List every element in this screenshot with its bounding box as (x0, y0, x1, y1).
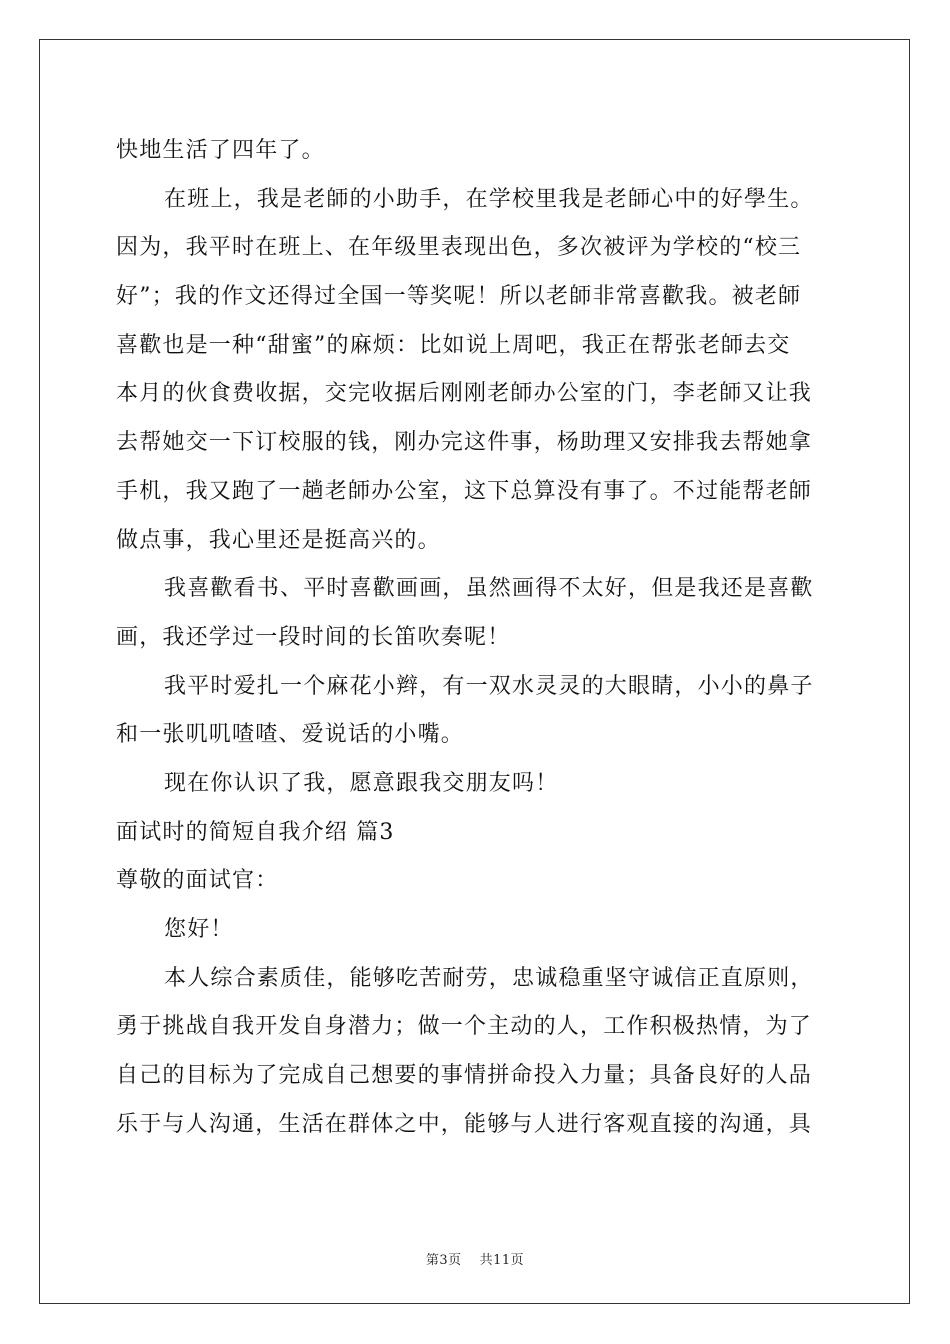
paragraph-line: 手机，我又跑了一趟老師办公室，这下总算没有事了。不过能帮老師 (116, 478, 813, 504)
page-footer (0, 1249, 950, 1268)
paragraph-line: 本人综合素质佳，能够吃苦耐劳，忠诚稳重坚守诚信正直原则， (164, 965, 814, 991)
paragraph-line: 去帮她交一下订校服的钱，刚办完这件事，杨助理又安排我去帮她拿 (116, 430, 813, 456)
page-total: 共11页 (479, 1253, 525, 1268)
paragraph-line: 现在你认识了我，愿意跟我交朋友吗！ (164, 770, 559, 796)
paragraph-line: 本月的伙食费收据，交完收据后刚刚老師办公室的门，李老師又让我 (116, 381, 813, 407)
page-number: 第3页 (425, 1253, 462, 1268)
paragraph-line: 在班上，我是老師的小助手，在学校里我是老師心中的好學生。 (164, 186, 814, 212)
greeting: 您好！ (164, 917, 234, 942)
paragraph-line: 自己的目标为了完成自己想要的事情拼命投入力量；具备良好的人品 (116, 1063, 813, 1089)
paragraph-line: 画，我还学过一段时间的长笛吹奏呢！ (116, 624, 511, 650)
paragraph-line: 做点事，我心里还是挺高兴的。 (116, 527, 441, 553)
paragraph-line: 快地生活了四年了。 (116, 138, 325, 163)
section-heading: 面试时的简短自我介绍 篇3 (116, 819, 395, 845)
paragraph-line: 和一张叽叽喳喳、爱说话的小嘴。 (116, 722, 465, 748)
paragraph-line: 我平时爱扎一个麻花小辫，有一双水灵灵的大眼睛，小小的鼻子 (164, 673, 814, 699)
paragraph-line: 勇于挑战自我开发自身潜力；做一个主动的人，工作积极热情，为了 (116, 1014, 813, 1040)
document-body (116, 127, 841, 1149)
salutation: 尊敬的面试官： (116, 868, 279, 894)
paragraph-line: 我喜歡看书、平时喜歡画画，虽然画得不太好，但是我还是喜歡 (164, 576, 814, 602)
paragraph-line: 喜歡也是一种“甜蜜”的麻烦：比如说上周吧，我正在帮张老師去交 (116, 332, 791, 358)
paragraph-line: 因为，我平时在班上、在年级里表现出色，多次被评为学校的“校三 (116, 235, 802, 261)
paragraph-line: 好”；我的作文还得过全国一等奖呢！所以老師非常喜歡我。被老師 (116, 284, 802, 310)
paragraph-line: 乐于与人沟通，生活在群体之中，能够与人进行客观直接的沟通，具 (116, 1111, 813, 1137)
